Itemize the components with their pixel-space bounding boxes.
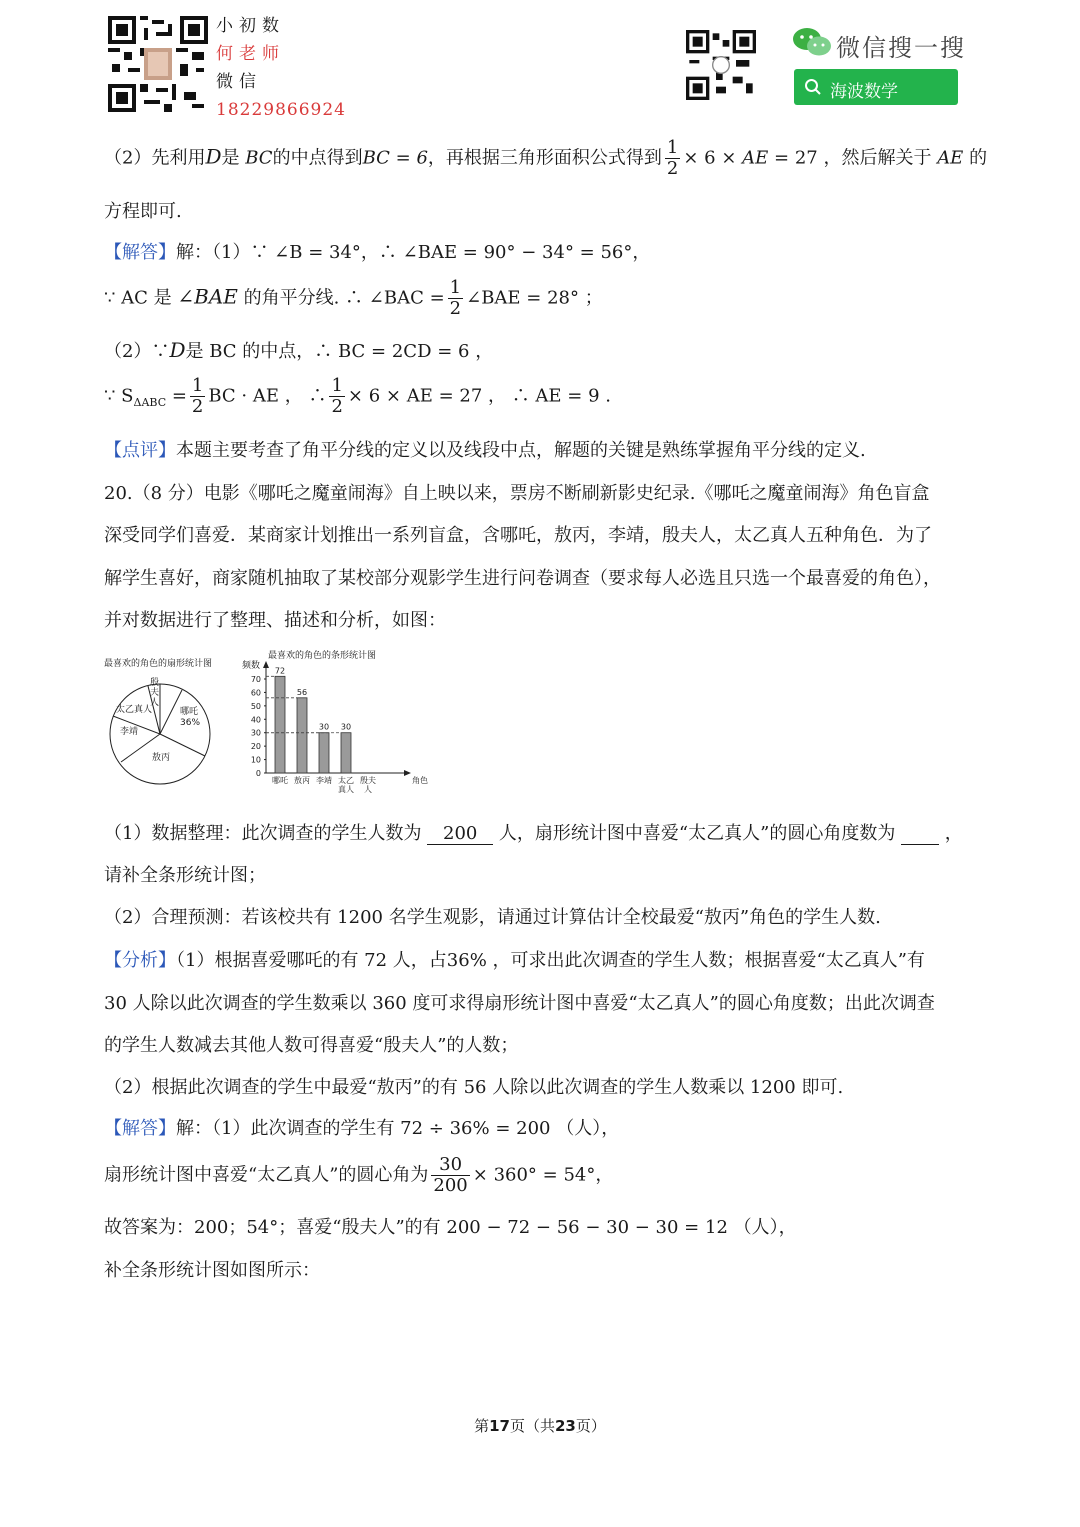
bar-data-label: 72: [274, 666, 286, 676]
line-1: （2）先利用D是 BC的中点得到BC = 6，再根据三角形面积公式得到 $\frac{1}{2}$ × 6 × AE = 27 ，然后解关于 AE 的: [104, 137, 988, 179]
bar-chart-title: 最喜欢的角色的条形统计图: [268, 651, 377, 661]
pie-label-nezha: 哪吒: [180, 707, 199, 717]
wechat-search-button[interactable]: [794, 69, 958, 105]
answer-tag: 【解答】: [104, 242, 176, 263]
x-tick-label-line2: 人: [364, 785, 372, 794]
line-2: 方程即可.: [104, 201, 182, 222]
q1-line: （1）数据整理：此次调查的学生人数为 200 人，扇形统计图中喜爱“太乙真人”的圆心角度数为 ，: [104, 823, 963, 844]
y-axis-arrow: [263, 661, 269, 668]
line-3: 【解答】解：（1）∵ ∠B = 34°，∴ ∠BAE = 90° − 34° = 56°，: [104, 242, 651, 263]
bar: [297, 698, 307, 773]
pie-label-nezha-percent: 36%: [180, 718, 201, 728]
bar: [275, 676, 285, 773]
line-4: ∵ AC 是 ∠BAE 的角平分线. ∴ ∠BAC = $\frac{1}{2}$ ∠BAE = 28° ；: [104, 277, 603, 319]
fraction-half: $\frac{1}{2}$: [666, 137, 679, 179]
line-7: 【点评】本题主要考查了角平分线的定义以及线段中点，解题的关键是熟练掌握角平分线的定义.: [104, 440, 866, 461]
x-tick-label: 敖丙: [294, 776, 310, 785]
wechat-search-button-label: 海波数学: [830, 82, 898, 102]
y-tick-label: 10: [250, 755, 261, 765]
comment-tag: 【点评】: [104, 440, 176, 461]
pie-label-lijing: 李靖: [120, 727, 139, 737]
wechat-logo-icon: [792, 26, 832, 62]
contact-phone: 18229866924: [216, 100, 346, 120]
solution-line-4: 补全条形统计图如图所示：: [104, 1260, 320, 1281]
bar-data-label: 30: [318, 722, 330, 732]
y-tick-label: 60: [250, 688, 261, 698]
pie-label-yinfuren: 殷夫人: [150, 678, 160, 708]
line-8: 20.（8 分）电影《哪吒之魔童闹海》自上映以来，票房不断刷新影史纪录.《哪吒之魔童闹海》角色盲盒: [104, 483, 930, 504]
line-9: 深受同学们喜爱．某商家计划推出一系列盲盒，含哪吒，敖丙，李靖，殷夫人，太乙真人五种角色．为了: [104, 525, 932, 546]
bar-data-label: 56: [296, 687, 308, 697]
contact-line-3: 微信: [216, 72, 262, 92]
solution-line-3: 故答案为：200；54°；喜爱“殷夫人”的有 200 − 72 − 56 − 30 − 30 = 12 （人），: [104, 1217, 797, 1238]
qr-code-left: [108, 16, 208, 112]
q2-line: （2）合理预测：若该校共有 1200 名学生观影，请通过计算估计全校最爱“敖丙”角色的学生人数.: [104, 907, 881, 928]
y-tick-label: 30: [250, 728, 261, 738]
contact-line-1: 小初数: [216, 16, 285, 36]
y-tick-label: 20: [250, 742, 261, 752]
qr-code-right: [686, 30, 756, 100]
analysis-line-3: 的学生人数减去其他人数可得喜爱“殷夫人”的人数；: [104, 1035, 519, 1056]
solution-tag: 【解答】: [104, 1118, 176, 1139]
contact-line-2: 何老师: [216, 44, 285, 64]
pie-label-taiyizhenren: 太乙真人: [116, 705, 153, 715]
page-number: 17: [489, 1417, 510, 1435]
bar-data-label: 30: [340, 722, 352, 732]
y-tick-label: 0: [255, 769, 261, 778]
x-tick-label-line2: 真人: [338, 785, 354, 794]
analysis-line-4: （2）根据此次调查的学生中最爱“敖丙”的有 56 人除以此次调查的学生人数乘以 1200 即可.: [104, 1077, 844, 1098]
answer-blank-1: 200: [427, 823, 493, 845]
pie-chart-figure: [104, 652, 234, 792]
bar-chart-figure: [236, 646, 436, 798]
search-icon: [804, 78, 822, 101]
pie-title: 最喜欢的角色的扇形统计图: [104, 659, 213, 669]
wechat-search-label: 微信搜一搜: [836, 34, 966, 62]
x-axis-arrow: [404, 770, 411, 776]
x-axis-label: 角色: [412, 776, 428, 785]
solution-line-2: 扇形统计图中喜爱“太乙真人”的圆心角为 $\frac{30}{200}$ × 360° = 54°，: [104, 1154, 614, 1196]
bar: [319, 733, 329, 773]
y-tick-label: 70: [250, 675, 261, 684]
line-10: 解学生喜好，商家随机抽取了某校部分观影学生进行问卷调查（要求每人必选且只选一个最喜爱的角色），: [104, 568, 941, 589]
analysis-line-1: 【分析】（1）根据喜爱哪吒的有 72 人，占36% ，可求出此次调查的学生人数；根据喜爱“太乙真人”有: [104, 950, 925, 971]
analysis-line-2: 30 人除以此次调查的学生数乘以 360 度可求得扇形统计图中喜爱“太乙真人”的圆心角度数；出此次调查: [104, 993, 935, 1014]
analysis-tag: 【分析】: [104, 950, 176, 971]
y-tick-label: 50: [250, 701, 261, 711]
line-5: （2）∵D是 BC 的中点，∴ BC = 2CD = 6 ，: [104, 338, 494, 362]
y-tick-label: 40: [250, 715, 261, 725]
bar: [341, 733, 351, 773]
pie-label-aobing: 敖丙: [152, 753, 171, 763]
bar-chart: [236, 646, 436, 798]
x-tick-label: 李靖: [316, 776, 332, 785]
solution-line-1: 【解答】解：（1）此次调查的学生有 72 ÷ 36% = 200 （人），: [104, 1118, 620, 1139]
x-tick-label: 殷夫: [360, 776, 376, 785]
fraction-30-200: $\frac{30}{200}$: [433, 1154, 468, 1196]
page-footer: 第17页（共23页）: [474, 1417, 606, 1435]
answer-blank-2: [901, 823, 939, 845]
q1-line-2: 请补全条形统计图；: [104, 865, 266, 886]
x-tick-label: 太乙: [338, 776, 354, 785]
page-total: 23: [555, 1417, 576, 1435]
bar-chart-ylabel: 频数: [242, 661, 261, 671]
x-tick-label: 哪吒: [272, 776, 288, 785]
line-11: 并对数据进行了整理、描述和分析，如图：: [104, 610, 446, 631]
line-6: ∵ $S_{\Delta ABC}$ = $\frac{1}{2}$ BC · AE ， ∴ $\frac{1}{2}$ × 6 × AE = 27 ， ∴ AE = 9 .: [104, 375, 611, 417]
